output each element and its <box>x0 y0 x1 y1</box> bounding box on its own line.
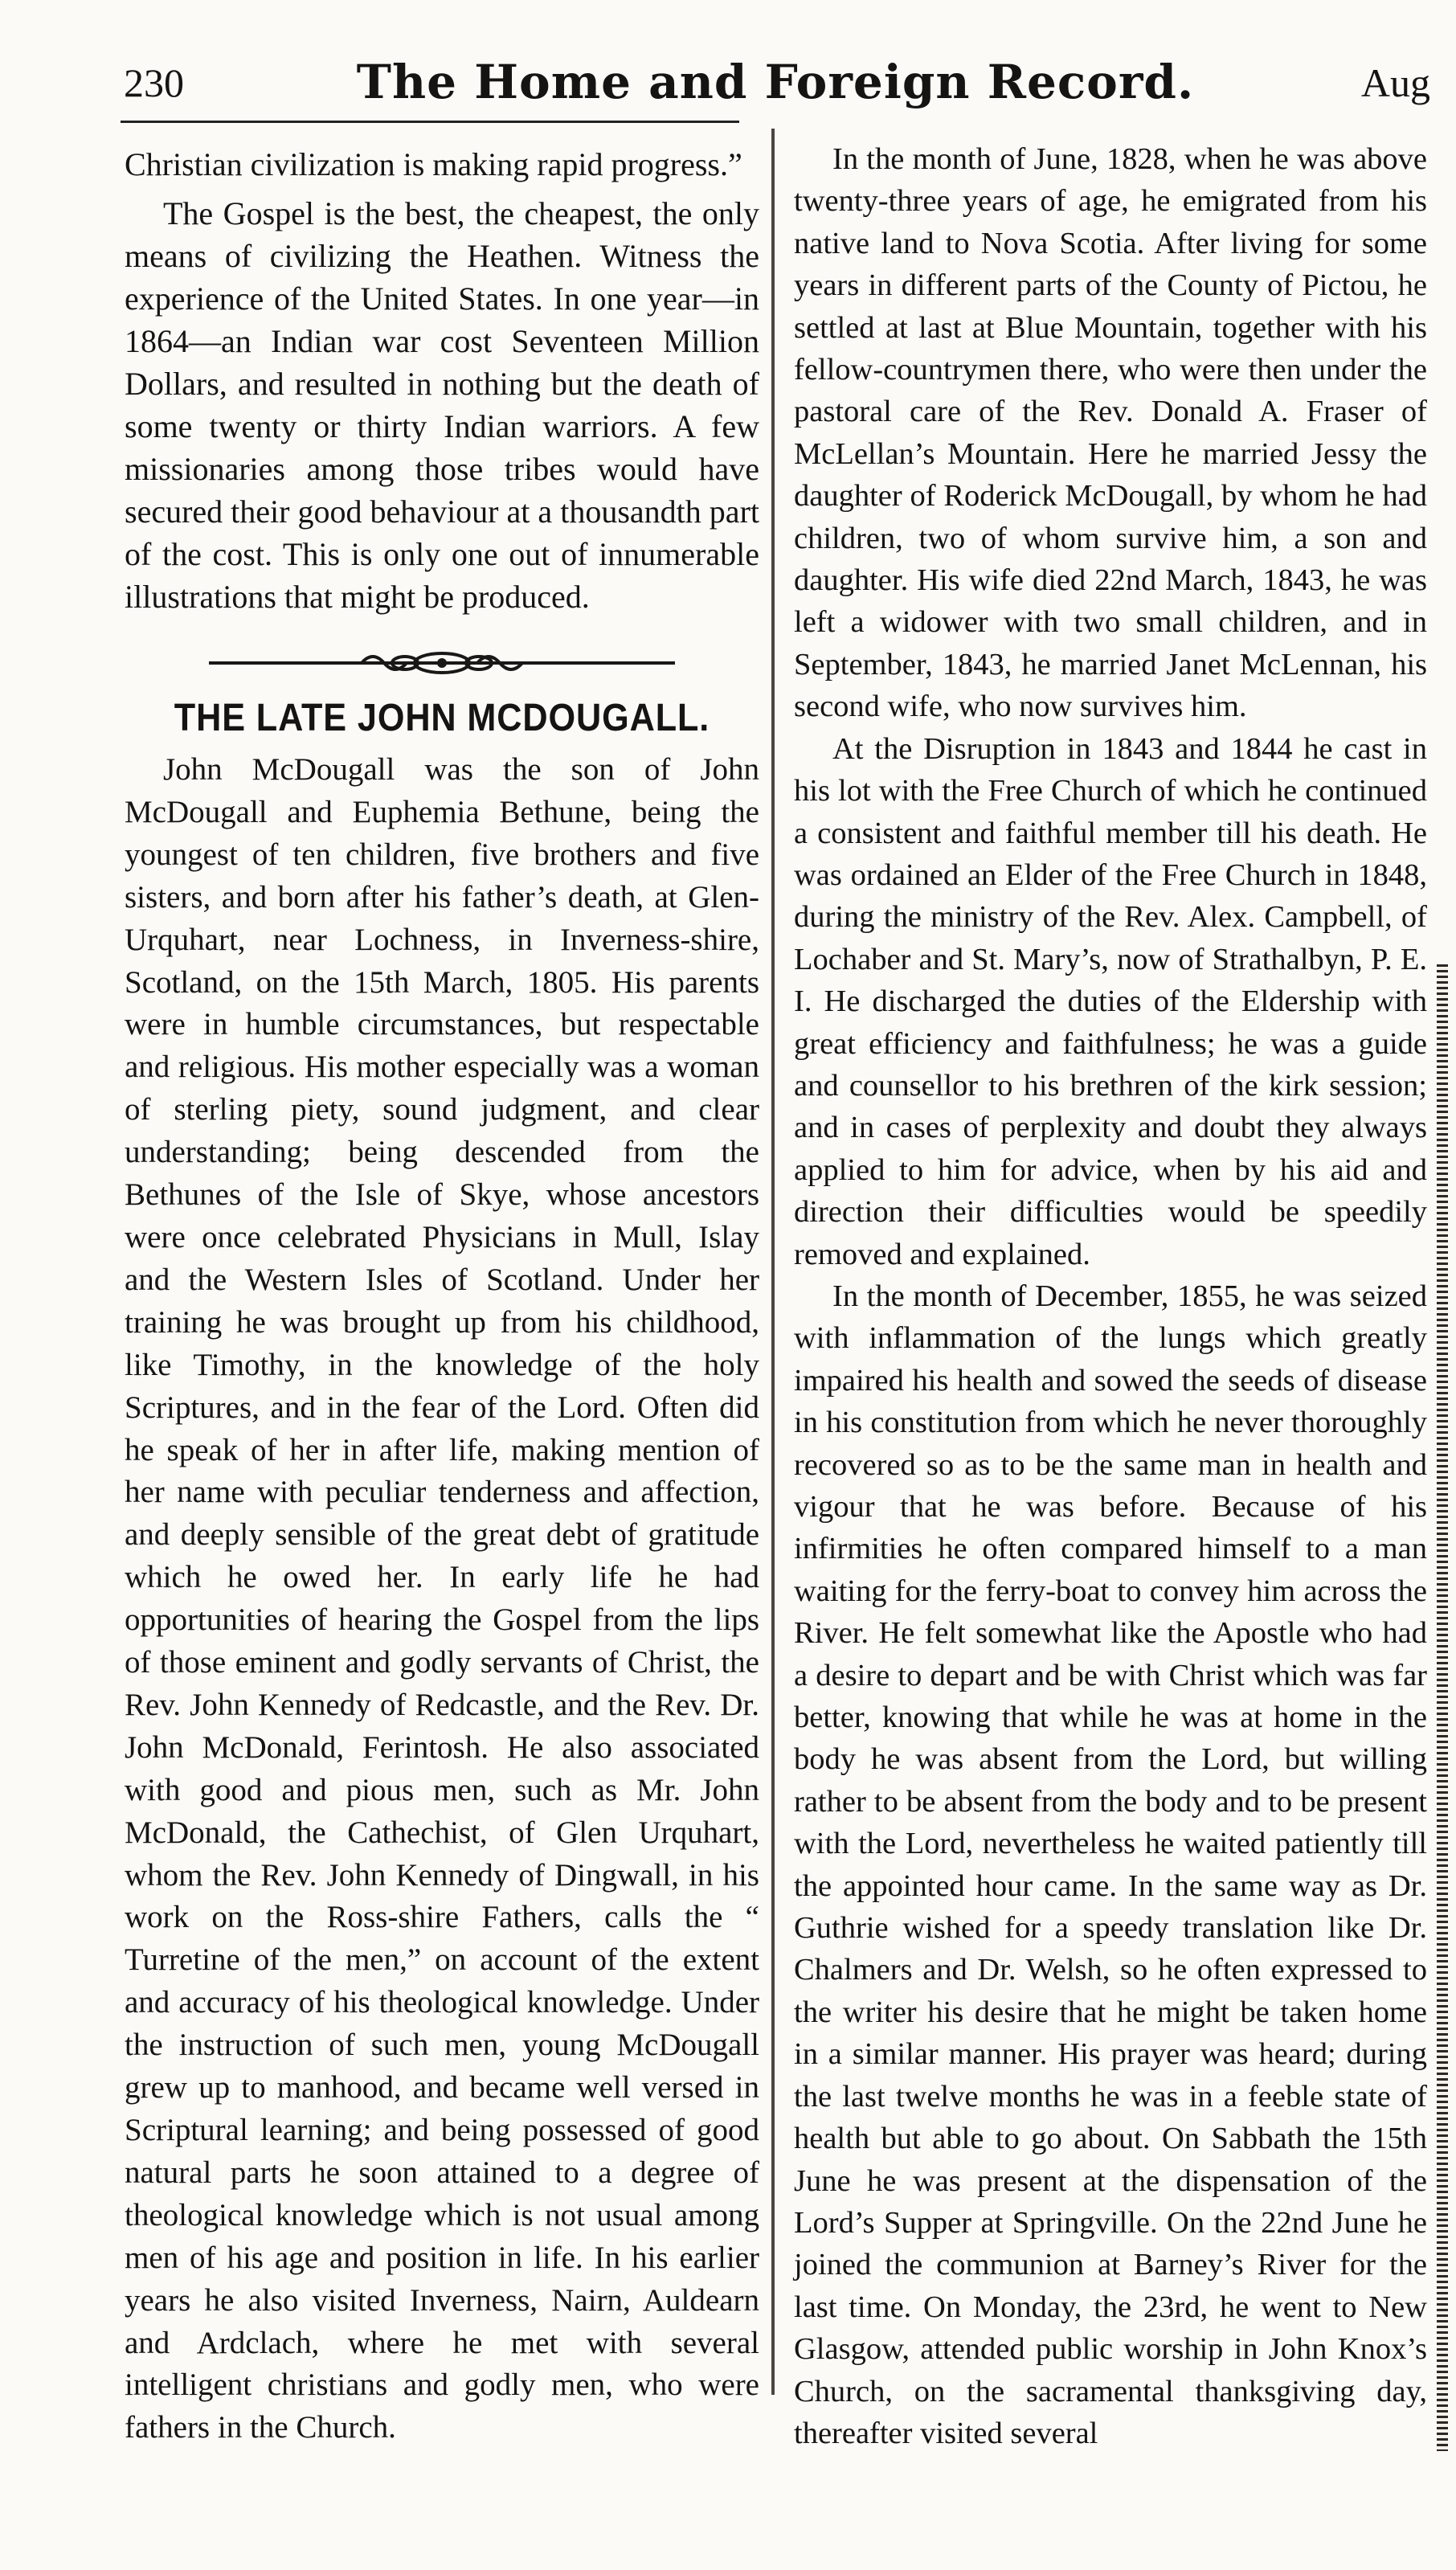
intro-paragraph-end: Christian civilization is making rapid progress.” <box>125 146 742 182</box>
ornamental-divider-icon <box>209 647 675 679</box>
running-header <box>121 55 1430 119</box>
header-rule <box>121 121 739 123</box>
left-column <box>125 143 759 2449</box>
illness-paragraph: In the month of December, 1855, he was seized with inflammation of the lungs which greatly impaired his health and sowed the seeds of disease in his constitution from which he never thoroughly recovered so as to be the same man in health and vigour that he was before. Because of his infirmities he often compared himself to a man waiting for the ferry-boat to convey him across the River. He felt somewhat like the Apostle who had a desire to depart and be with Christ which was far better, knowing that while he was at home in the body he was absent from the Lord, but willing rather to be absent from the body and to be present with the Lord, nevertheless he waited patiently till the appointed hour came. In the same way as Dr. Guthrie wished for a speedy translation like Dr. Chalmers and Dr. Welsh, so he often expressed to the writer his desire that he might be taken home in a similar manner. His prayer was heard; during the last twelve months he was in a feeble state of health but able to go about. On Sabbath the 15th June he was present at the dispensation of the Lord’s Supper at Springville. On the 22nd June he joined the communion at Barney’s River for the last time. On Monday, the 23rd, he went to New Glasgow, attended public worship in John Knox’s Church, on the sacramental thanksgiving day, thereafter visited several <box>794 1279 1427 2450</box>
right-column <box>794 138 1427 2454</box>
page-number: 230 <box>124 60 184 105</box>
column-divider <box>771 129 775 2395</box>
running-month: Aug <box>1360 60 1430 105</box>
page-edge-binding <box>1437 964 1448 2451</box>
disruption-paragraph: At the Disruption in 1843 and 1844 he cast in his lot with the Free Church of which he continued a consistent and faithful member till his death. He was ordained an Elder of the Free Church in 1848, during the ministry of the Rev. Alex. Campbell, of Lochaber and St. Mary’s, now of Strathalbyn, P. E. I. He discharged the duties of the Eldership with great efficiency and faithfulness; he was a guide and counsellor to his brethren of the kirk session; and in cases of perplexity and doubt they always applied to him for advice, when by his aid and direction their difficulties would be speedily removed and explained. <box>794 731 1427 1271</box>
emigration-paragraph: In the month of June, 1828, when he was above twenty-three years of age, he emigrated from his native land to Nova Scotia. After living for some years in different parts of the County of Pictou, he settled at last at Blue Mountain, together with his fellow-countrymen there, who were then under the pastoral care of the Rev. Donald A. Fraser of McLellan’s Mountain. Here he married Jessy the daughter of Roderick McDougall, by whom he had children, two of whom survive him, a son and daughter. His wife died 22nd March, 1843, he was left a widower with two small children, and in September, 1843, he married Janet McLennan, his second wife, who now survives him. <box>794 142 1427 724</box>
article-paragraph: John McDougall was the son of John McDougall and Euphemia Bethune, being the youngest of ten children, five brothers and five sisters, and born after his father’s death, at Glen-Urquhart, near Lochness, in Inverness-shire, Scotland, on the 15th March, 1805. His parents were in humble circumstances, but respectable and religious. His mother especially was a woman of sterling piety, sound judgment, and clear understanding; being descended from the Bethunes of the Isle of Skye, whose ancestors were once celebrated Physicians in Mull, Islay and the Western Isles of Scotland. Under her training he was brought up from his childhood, like Timothy, in the knowledge of the holy Scriptures, and in the fear of the Lord. Often did he speak of her in after life, making mention of her name with peculiar tenderness and affection, and deeply sensible of the great debt of gratitude which he owed her. In early life he had opportunities of hearing the Gospel from the lips of those eminent and godly servants of Christ, the Rev. John Kennedy of Redcastle, and the Rev. Dr. John McDonald, Ferintosh. He also associated with good and pious men, such as Mr. John McDonald, the Cathechist, of Glen Urquhart, whom the Rev. John Kennedy of Dingwall, in his work on the Ross-shire Fathers, calls the “ Turretine of the men,” on account of the extent and accuracy of his theological knowledge. Under the instruction of such men, young McDougall grew up to manhood, and became well versed in Scriptural learning; and being possessed of good natural parts he soon attained to a degree of theological knowledge which is not usual among men of his age and position in life. In his earlier years he also visited Inverness, Nairn, Auldearn and Ardclach, where he met with several intelligent christians and godly men, who were fathers in the Church. <box>125 752 759 2445</box>
article-title: THE LATE JOHN MCDOUGALL. <box>174 697 710 739</box>
gospel-paragraph: The Gospel is the best, the cheapest, the only means of civilizing the Heathen. Witness the experience of the United States. In one year—in 1864—an Indian war cost Seventeen Million Dollars, and resulted in nothing but the death of some twenty or thirty Indian warriors. A few missionaries among those tribes would have secured their good behaviour at a thousandth part of the cost. This is only one out of innumerable illustrations that might be produced. <box>125 195 759 615</box>
running-title: The Home and Foreign Record. <box>356 55 1195 109</box>
